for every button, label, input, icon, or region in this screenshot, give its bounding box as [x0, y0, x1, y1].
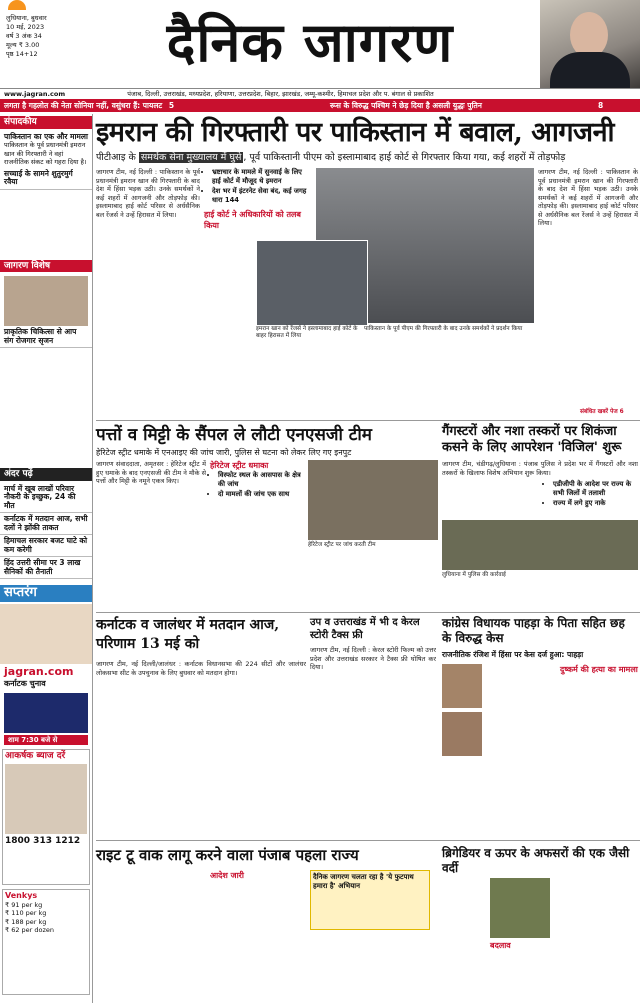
lead-bullet-1: • भ्रष्टाचार के मामले में सुनवाई के लिए हाई कोर्ट में मौजूद थे इमरान [212, 168, 312, 186]
chicken-ad[interactable] [2, 889, 90, 995]
tagline: पंजाब, दिल्ली, उत्तराखंड, मध्यप्रदेश, हरियाणा, उत्तरप्रदेश, बिहार, झारखंड, जम्मू-कश्मीर, हिमाचल प्रदेश और प. बंगाल से प्रकाशित [127, 90, 434, 98]
story2-headline[interactable]: पत्तों व मिट्टी के सैंपल ले लौटी एनएसजी टीम [96, 425, 372, 445]
story3-headline[interactable]: गैंगस्टरों और नशा तस्करों पर शिकंजा कसने के लिए आपरेशन 'विजिल' शुरू [442, 424, 622, 455]
lead-sub-highlight: समर्थक सेना मुख्यालय में घुसे [140, 152, 242, 163]
editorial-block [0, 131, 92, 190]
saptrang-banner[interactable]: सप्तरंग [0, 585, 92, 602]
story5-headline[interactable]: उप व उत्तराखंड में भी द केरल स्टोरी टैक्स फ्री [310, 617, 420, 641]
edition-name: वर्ष 3 अंक 34 [6, 32, 42, 40]
edition-date: 10 मई, 2023 [6, 23, 45, 31]
lead-body-col-1 [96, 168, 200, 393]
story6-side-title: दुष्कर्म की हत्या का मामला [560, 665, 638, 674]
logo-sun-icon [8, 0, 26, 10]
story2-sub: हेरिटेज स्ट्रीट धमाके में एनआइए की जांच जारी, पुलिस से घटना को लेकर लिए गए इनपुट [96, 448, 352, 457]
andar-item-4-text: हिंद उत्तरी सीमा पर 3 लाख सैनिकों की तैनाती [4, 558, 81, 576]
story2-box-title: हेरिटेज स्ट्रीट धमाका [210, 461, 269, 470]
karnataka-ad-title: कर्नाटक चुनाव [4, 679, 46, 688]
lead-box-title: हाई कोर्ट ने अधिकारियों को तलब किया [204, 210, 302, 230]
story3-photo [442, 520, 638, 570]
masthead-info [6, 14, 86, 59]
lead-body-right: जागरण टीम, नई दिल्ली : पाकिस्तान के पूर्व प्रधानमंत्री इमरान खान की गिरफ्तारी के बाद देश में हिंसा भड़क उठी। उनके समर्थकों ने कई शहरों में आगजनी और तोड़फोड़ की। इस्लामाबाद हाई कोर्ट परिसर से अर्धसैनिक बल रेंजर्स ने उन्हें हिरासत में लिया। [538, 168, 638, 227]
masthead-bar [0, 88, 640, 99]
story4-headline[interactable]: कर्नाटक व जालंधर में मतदान आज, परिणाम 13 मई को [96, 617, 280, 652]
story8-box-title: बदलाव [490, 941, 511, 950]
story2-photo [308, 460, 438, 540]
edition-price: मूल्य ₹ 3.00 [6, 41, 40, 49]
andar-item-4[interactable] [0, 557, 92, 579]
chicken-ad-brand: Venkys [5, 891, 38, 900]
top-teaser-bar [0, 99, 640, 112]
saptrang-photo [0, 604, 92, 664]
chicken-price-1: ₹ 91 per kg [5, 900, 43, 909]
story3-bullet-2: • राज्य में लगे हुए नाके [553, 499, 637, 508]
story7-box-title: आदेश जारी [210, 871, 245, 880]
edition-city: लुधियाना, बुधवार [6, 14, 47, 22]
gold-loan-ad[interactable] [2, 749, 90, 885]
divider-3 [96, 840, 640, 841]
lead-body: जागरण टीम, नई दिल्ली : पाकिस्तान के पूर्व प्रधानमंत्री इमरान खान की गिरफ्तारी के बाद देश में हिंसा भड़क उठी। उनके समर्थकों ने कई शहरों में आगजनी और तोड़फोड़ की। इस्लामाबाद हाई कोर्ट परिसर से अर्धसैनिक बल रेंजर्स ने उन्हें हिरासत में लिया। [96, 168, 200, 219]
tv-ad-banner[interactable] [4, 693, 88, 733]
teaser-right-page: 8 [598, 101, 604, 110]
editorial-title[interactable]: पाकिस्तान का एक और मामला [4, 131, 88, 141]
lead-sub-post: , पूर्व पाकिस्तानी पीएम को इस्लामाबाद हाई कोर्ट से गिरफ्तार किया गया, कई शहरों में तोड़फोड़ [243, 152, 566, 163]
putin-photo [540, 0, 640, 88]
divider-2 [96, 612, 640, 613]
lead-bullets [204, 168, 312, 231]
editorial-body: पाकिस्तान के पूर्व प्रधानमंत्री इमरान खान की गिरफ्तारी ने वहां राजनीतिक संकट को गहरा दिया है। [4, 141, 87, 166]
teaser-left[interactable]: लगता है गहलोत की नेता सोनिया नहीं, वसुंधरा हैं: पायलट [4, 101, 163, 110]
story7-headline[interactable]: राइट टू वाक लागू करने वाला पंजाब पहला राज्य [96, 846, 359, 864]
chicken-price-4: ₹ 62 per dozen [5, 926, 55, 934]
lead-sub-pre: पीटीआइ के [96, 152, 136, 163]
story2-body [96, 460, 206, 610]
masthead-title: दैनिक जागरण [166, 10, 454, 74]
lead-body-col-right [538, 168, 638, 418]
story3-box [545, 480, 637, 509]
left-sidebar [0, 114, 93, 1003]
lead-photo-2 [256, 240, 368, 326]
andar-head: अंदर पढ़ें [0, 468, 92, 481]
story6-headline[interactable]: कांग्रेस विधायक पाहड़ा के पिता सहित छह के विरुद्ध केस [442, 616, 625, 645]
andar-item-1-text: मार्च में खूब लाखों परिवार नौकरी के इच्छुक, 24 की मौत [4, 483, 76, 510]
story2-caption: हेरिटेज स्ट्रीट पर जांच करती टीम [308, 542, 376, 548]
edition-pages: पृष्ठ 14+12 [6, 50, 38, 58]
story8-photo [490, 878, 550, 938]
gold-ad-title: आकर्षक ब्याज दरें [5, 751, 66, 761]
jagran-com-link[interactable]: jagran.com [4, 664, 74, 678]
story6-photo-1 [442, 664, 482, 708]
story6-sub: राजनीतिक रंजिश में हिंसा पर केस दर्ज हुआ: पाहड़ा [442, 650, 584, 659]
lead-more-link[interactable]: संबंधित खबरें पेज 6 [580, 409, 624, 415]
ad-time: शाम 7:30 बजे से [4, 735, 88, 746]
story8-headline[interactable]: ब्रिगेडियर व ऊपर के अफसरों की एक जैसी वर्दी [442, 846, 630, 875]
chicken-price-3: ₹ 188 per kg [5, 917, 47, 926]
andar-item-3[interactable] [0, 535, 92, 557]
teaser-right[interactable]: रूस के विरुद्ध पश्चिम ने छेड़ दिया है असली युद्धः पुतिन [330, 101, 482, 110]
gold-ad-phone[interactable]: 1800 313 1212 [5, 835, 81, 846]
andar-item-3-text: हिमाचल सरकार बजट घाटे को कम करेगी [4, 536, 88, 554]
lead-headline[interactable]: इमरान की गिरफ्तारी पर पाकिस्तान में बवाल, आगजनी [96, 117, 615, 148]
vishesh-title[interactable]: प्राकृतिक चिकित्सा से आप संग रोजगार सृजन [4, 327, 77, 345]
vishesh-block [0, 274, 92, 348]
website-link[interactable]: www.jagran.com [4, 90, 66, 98]
chicken-price-2: ₹ 110 per kg [5, 909, 47, 917]
lead-subheadline [96, 151, 640, 165]
story3-bullet-1: • एडीजीपी के आदेश पर राज्य के सभी जिलों में तलाशी [553, 480, 637, 498]
story2-bullet-2: • दो मामलों की जांच एक साथ [218, 490, 306, 499]
andar-item-1[interactable] [0, 483, 92, 514]
lead-caption-1: इमरान खान को रेंजर्स ने इस्लामाबाद हाई कोर्ट के बाहर हिरासत में लिया [256, 326, 358, 339]
andar-item-2[interactable] [0, 513, 92, 535]
story4-body-text: जागरण टीम, नई दिल्ली/जालंधर : कर्नाटक विधानसभा की 224 सीटों और जालंधर लोकसभा सीट के उपचुनाव के लिए बुधवार को मतदान होगा। [96, 660, 306, 677]
story2-box [210, 460, 306, 500]
teaser-left-page: 5 [168, 101, 175, 110]
lead-bullet-2: • देश भर में इंटरनेट सेवा बंद, कई जगह धारा 144 [212, 187, 312, 205]
vishesh-head: जागरण विशेष [0, 260, 92, 273]
story3-caption: लुधियाना में पुलिस की कार्रवाई [442, 572, 506, 578]
story2-bullet-1: • विस्फोट स्थल के आसपास के क्षेत्र की जांच [218, 471, 306, 489]
lead-caption-2: पाकिस्तान के पूर्व पीएम की गिरफ्तारी के बाद उनके समर्थकों ने प्रदर्शन किया [364, 326, 523, 332]
divider-1 [96, 420, 640, 421]
story5-body [310, 646, 436, 836]
story3-body-text: जागरण टीम, चंडीगढ़/लुधियाना : पंजाब पुलिस ने प्रदेश भर में गैंगस्टरों और नशा तस्करों के खिलाफ विशेष अभियान शुरू किया। [442, 460, 638, 477]
andar-item-2-text: कर्नाटक में मतदान आज, सभी दलों ने झोंकी ताकत [4, 514, 88, 532]
story7-campaign-banner: दैनिक जागरण चलता रहा है 'ये फुटपाथ हमारा है' अभियान [310, 870, 430, 930]
thought-title[interactable]: सच्चाई के सामने शुतुरमुर्ग रवैया [4, 168, 73, 186]
story2-body-text: जागरण संवाददाता, अमृतसर : हेरिटेज स्ट्रीट में हुए धमाके के बाद एनएसजी की टीम ने मौके से पत्तों और मिट्टी के नमूने एकत्र किए। [96, 460, 206, 485]
editorial-head: संपादकीय [0, 116, 92, 129]
vishesh-photo [4, 276, 88, 326]
story4-body [96, 660, 306, 840]
story6-photo-2 [442, 712, 482, 756]
story5-body-text: जागरण टीम, नई दिल्ली : केरल स्टोरी फिल्म को उत्तर प्रदेश और उत्तराखंड सरकार ने टैक्स फ्री घोषित कर दिया। [310, 646, 436, 671]
gold-ad-photo [5, 764, 87, 834]
